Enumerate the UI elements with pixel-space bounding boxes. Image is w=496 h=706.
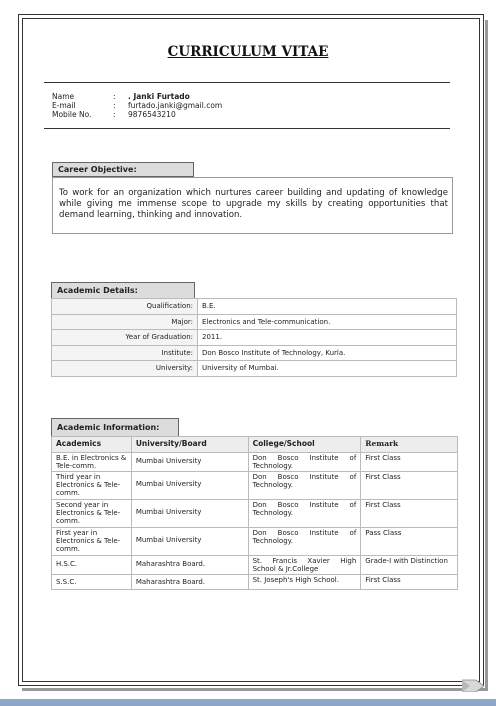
career-objective-text: To work for an organization which nurtures career building and updating of knowledge while giving me immense scope to upgrade my skills by creating opportunities that demand learning, thinking and innovation.: [52, 177, 453, 234]
page-shadow-right: [485, 20, 488, 688]
detail-value: Don Bosco Institute of Technology, Kurla.: [198, 345, 457, 361]
table-row: [52, 528, 458, 556]
detail-value: Electronics and Tele-communication.: [198, 314, 457, 330]
academic-details-table: [51, 298, 457, 377]
remark-cell: Grade-I with Distinction: [361, 556, 458, 575]
detail-label: Year of Graduation:: [52, 330, 198, 346]
academics-cell: H.S.C.: [52, 556, 132, 575]
remark-cell: First Class: [361, 500, 458, 528]
page-curl-icon[interactable]: [462, 674, 484, 692]
board-cell: Mumbai University: [131, 528, 248, 556]
separator: :: [113, 110, 116, 119]
email-value[interactable]: furtado.janki@gmail.com: [128, 101, 223, 110]
page-shadow-bottom: [22, 688, 488, 691]
divider-top: [44, 82, 450, 83]
email-label: E-mail: [52, 101, 76, 110]
college-cell: St. Joseph's High School.: [248, 575, 361, 590]
table-row: [52, 314, 457, 330]
remark-cell: Pass Class: [361, 528, 458, 556]
table-row: [52, 330, 457, 346]
remark-cell: First Class: [361, 472, 458, 500]
table-row: [52, 361, 457, 377]
detail-label: University:: [52, 361, 198, 377]
table-row: [52, 575, 458, 590]
name-value: . Janki Furtado: [128, 92, 190, 101]
column-header-remark: Remark: [361, 437, 458, 453]
college-cell: St. Francis Xavier High School & Jr.College: [248, 556, 361, 575]
detail-label: Major:: [52, 314, 198, 330]
table-row: [52, 472, 458, 500]
remark-cell: First Class: [361, 453, 458, 472]
academics-cell: B.E. in Electronics & Tele-comm.: [52, 453, 132, 472]
table-row: [52, 500, 458, 528]
college-cell: Don Bosco Institute of Technology.: [248, 453, 361, 472]
separator: :: [113, 101, 116, 110]
academics-cell: First year in Electronics & Tele-comm.: [52, 528, 132, 556]
table-row: [52, 556, 458, 575]
academic-information-heading: Academic Information:: [51, 418, 179, 437]
mobile-value: 9876543210: [128, 110, 176, 119]
board-cell: Maharashtra Board.: [131, 556, 248, 575]
detail-label: Institute:: [52, 345, 198, 361]
name-label: Name: [52, 92, 75, 101]
detail-value: University of Mumbai.: [198, 361, 457, 377]
board-cell: Mumbai University: [131, 500, 248, 528]
table-header-row: [52, 437, 458, 453]
table-row: [52, 453, 458, 472]
academics-cell: S.S.C.: [52, 575, 132, 590]
college-cell: Don Bosco Institute of Technology.: [248, 500, 361, 528]
board-cell: Mumbai University: [131, 453, 248, 472]
divider-bottom: [44, 128, 450, 129]
college-cell: Don Bosco Institute of Technology.: [248, 528, 361, 556]
detail-value: B.E.: [198, 299, 457, 315]
remark-cell: First Class: [361, 575, 458, 590]
academic-information-table: [51, 436, 458, 590]
detail-label: Qualification:: [52, 299, 198, 315]
table-row: [52, 345, 457, 361]
mobile-label: Mobile No.: [52, 110, 92, 119]
document-title: CURRICULUM VITAE: [167, 44, 329, 60]
academics-cell: Third year in Electronics & Tele-comm.: [52, 472, 132, 500]
detail-value: 2011.: [198, 330, 457, 346]
column-header-college-school: College/School: [248, 437, 361, 453]
separator: :: [113, 92, 116, 101]
column-header-university-board: University/Board: [131, 437, 248, 453]
window-bottom-bar: [0, 699, 496, 706]
academic-details-heading: Academic Details:: [51, 282, 195, 299]
column-header-academics: Academics: [52, 437, 132, 453]
table-row: [52, 299, 457, 315]
board-cell: Mumbai University: [131, 472, 248, 500]
academics-cell: Second year in Electronics & Tele-comm.: [52, 500, 132, 528]
college-cell: Don Bosco Institute of Technology.: [248, 472, 361, 500]
career-objective-heading: Career Objective:: [52, 162, 194, 177]
board-cell: Maharashtra Board.: [131, 575, 248, 590]
